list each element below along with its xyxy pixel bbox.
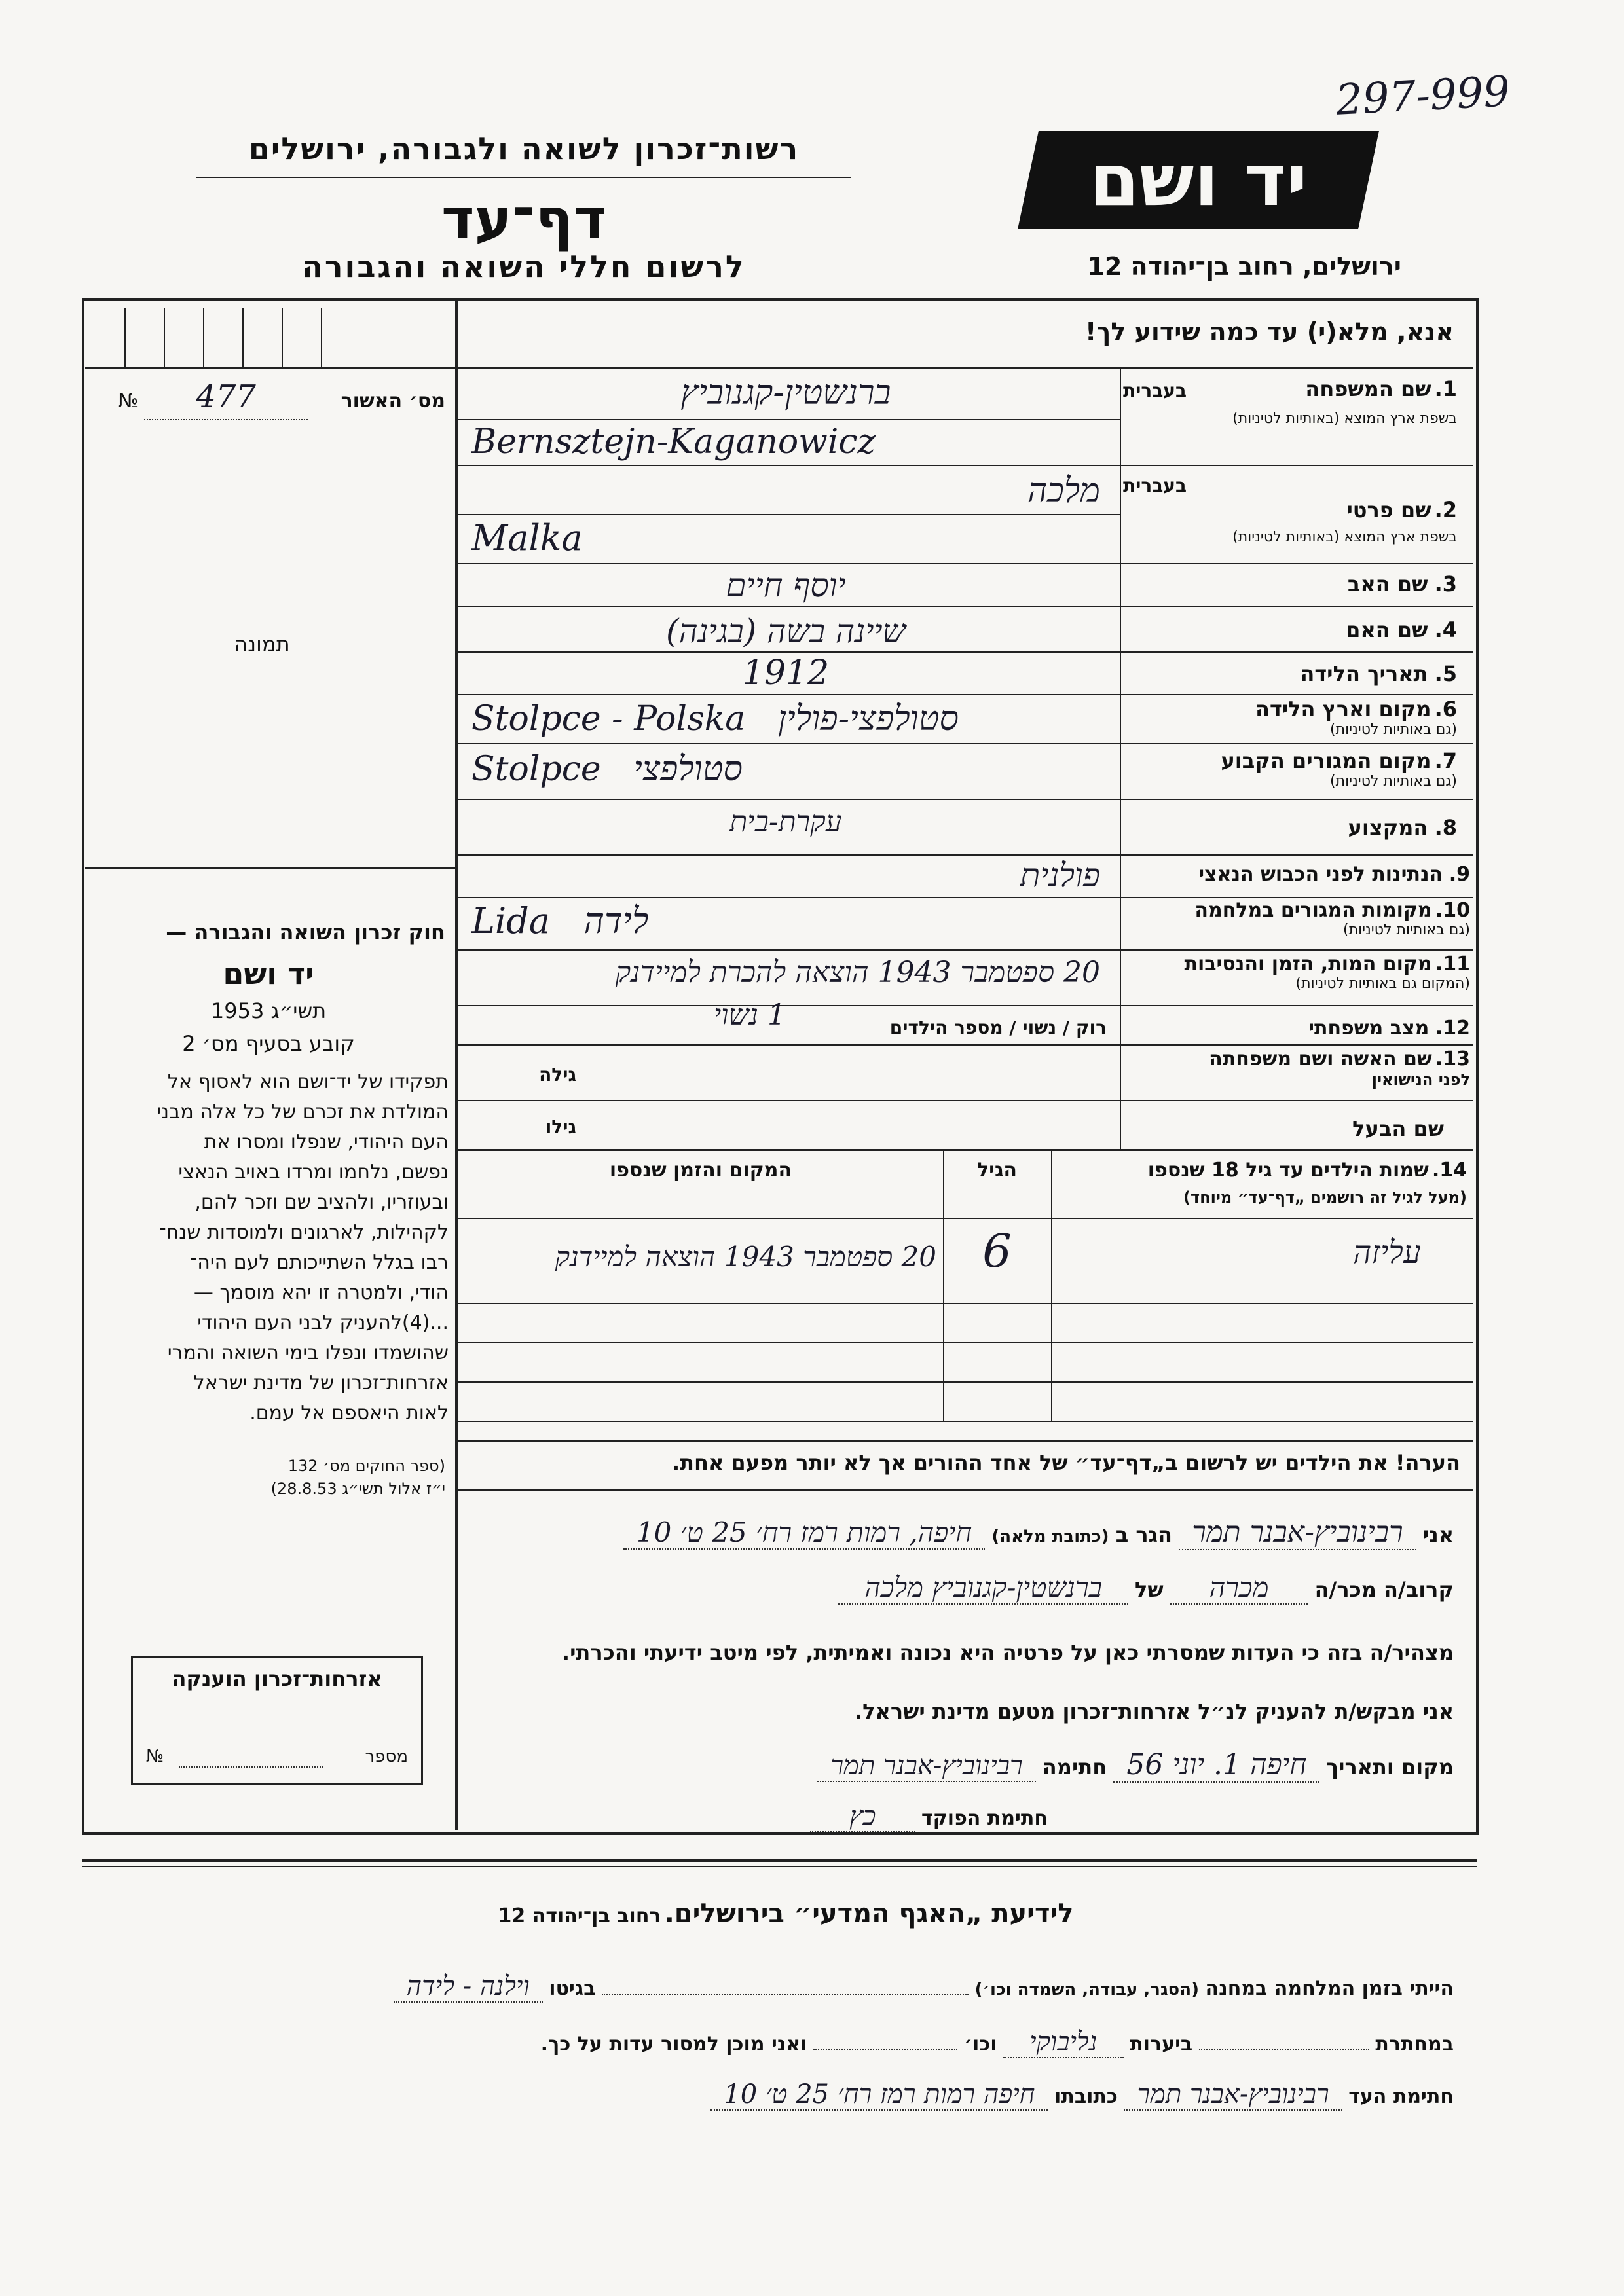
footer-line-3 xyxy=(144,2079,1454,2109)
field-hebrew-tag: בעברית xyxy=(1123,475,1187,496)
child-age: 6 xyxy=(982,1224,1012,1278)
field-label: מצב משפחתי xyxy=(1308,1017,1430,1040)
field-nationality-label xyxy=(1123,863,1470,886)
field-number: 10. xyxy=(1435,899,1470,922)
officer-line xyxy=(458,1800,1048,1831)
underground-label: במחתרת xyxy=(1375,2033,1454,2056)
field-label: תאריך הלידה xyxy=(1300,661,1428,686)
field-residence-label xyxy=(1123,748,1457,790)
declarant-line xyxy=(262,1516,1454,1549)
field-first-name-label xyxy=(1123,498,1457,545)
field-number: 5. xyxy=(1434,661,1457,686)
law-line: נפשם, נלחמו ומרדו באויב הנאצי xyxy=(178,1161,449,1184)
officer-signature: כץ xyxy=(810,1801,915,1832)
photo-label: תמונה xyxy=(234,632,290,657)
husband-label: שם הבעל xyxy=(1352,1116,1444,1141)
field-mother-label xyxy=(1123,617,1457,642)
camp-label: הייתי בזמן המלחמה במחנה xyxy=(1205,1977,1454,2000)
approval-label: מס׳ האשור xyxy=(341,390,445,412)
ghetto-label: בגיטו xyxy=(549,1977,596,2000)
marital-status: 1 נשוי xyxy=(713,998,786,1032)
law-line: ...(4)להעניק לבני העם היהודי xyxy=(197,1311,449,1334)
logo-text: יד ושם xyxy=(1089,138,1308,222)
field-wartime-residence-label xyxy=(1123,899,1470,938)
footer-line-1 xyxy=(144,1971,1454,2001)
field-number: 14. xyxy=(1431,1159,1467,1182)
authority-title: רשות־זכרון לשואה ולגבורה, ירושלים xyxy=(248,131,800,166)
residence: Stolpce סטולפצי xyxy=(471,750,743,789)
field-label: שם האב xyxy=(1347,572,1428,596)
field-label: שם המשפחה xyxy=(1305,376,1431,401)
archive-number: 297-999 xyxy=(1335,67,1511,125)
field-number: 9. xyxy=(1449,863,1470,886)
declarant-name: רבינוביץ-אבנר תמר xyxy=(1179,1516,1416,1550)
law-line: אזרחות־זכרון של מדינת ישראל xyxy=(193,1372,449,1394)
field-label: מקום וארץ הלידה xyxy=(1255,697,1431,721)
code-boxes xyxy=(85,308,455,367)
field-number: 2. xyxy=(1434,498,1457,522)
law-line: לקהילות, לארגונים ולמוסדות שנח־ xyxy=(158,1221,449,1244)
form-subtitle: לרשום חללי השואה והגבורה xyxy=(302,249,746,284)
declaration-text: מצהיר/ה בזה כי העדות שמסרתי כאן על פרטיה היא נכונה ואמיתית, לפי מיטב ידיעתי והכרתי. xyxy=(561,1640,1454,1665)
law-line: הודי, ולמטרה זו יהא מוסמך — xyxy=(193,1281,449,1304)
signature-value: רבינוביץ-אבנר תמר xyxy=(817,1751,1035,1782)
children-sub: (מעל לגיל זה רושמים „דף־עד״ מיוחד) xyxy=(1183,1188,1467,1207)
approval-value: 477 xyxy=(196,378,256,415)
citizenship-box xyxy=(131,1656,423,1785)
field-number: 4. xyxy=(1434,617,1457,642)
place-date-label: מקום ותאריך xyxy=(1326,1755,1454,1779)
field-birthdate-label xyxy=(1123,661,1457,686)
children-col-age: הגיל xyxy=(977,1159,1017,1182)
witness-address: חיפה רמות רמז רח׳ 25 ט׳ 10 xyxy=(710,2079,1048,2111)
request-text: אני מבקש/ת להעניק לנ״ל אזרחות־זכרון מטעם מדינת ישראל. xyxy=(855,1699,1454,1724)
signature-label: חתימה xyxy=(1042,1755,1107,1779)
children-title: שמות הילדים עד גיל 18 שנספו xyxy=(1147,1159,1429,1182)
field-number: 11. xyxy=(1435,953,1470,975)
footer-line-2 xyxy=(144,2026,1454,2057)
children-col-place: המקום והזמן שנספו xyxy=(609,1159,792,1182)
law-source-2: י״ז אלול תשי״ג 28.8.53) xyxy=(270,1480,445,1498)
officer-label: חתימת הפוקד xyxy=(921,1807,1048,1830)
footer-title-address: רחוב בן־יהודה 12 xyxy=(498,1904,661,1927)
footer-title-main: לידיעת „האגף המדעי״ בירושלים. xyxy=(664,1899,1074,1929)
first-name-latin: Malka xyxy=(471,517,583,558)
address-header: ירושלים, רחוב בן־יהודה 12 xyxy=(1087,252,1401,281)
law-clause: קובע בסעיף מס׳ 2 xyxy=(182,1031,355,1056)
relation-label: קרוב/ה מכר/ה xyxy=(1314,1577,1454,1602)
form-title: דף־עד xyxy=(441,187,607,252)
family-name-hebrew: ברנשטין-קגנוביץ xyxy=(680,373,891,412)
law-line: שהושמדו ונפלו בימי השואה והמרי xyxy=(167,1341,449,1364)
field-label: מקום המות, הזמן והנסיבות xyxy=(1184,953,1432,975)
children-header xyxy=(1054,1159,1467,1207)
field-father-label xyxy=(1123,572,1457,596)
citizenship-title: אזרחות־זכרון הוענקה xyxy=(172,1666,382,1691)
ghetto-value: וילנה - לידה xyxy=(394,1971,543,2003)
field-number: 8. xyxy=(1434,815,1457,840)
law-source-1: (ספר החוקים מס׳ 132 xyxy=(287,1457,445,1475)
law-line: רבו בגלל השתייכותם לעם היה־ xyxy=(190,1251,449,1274)
marital-options: רוק / נשוי / מספר הילדים xyxy=(889,1017,1107,1038)
field-sub: (גם באותיות לטיניות) xyxy=(1330,721,1457,738)
wartime-residence: Lida לידה xyxy=(471,900,649,941)
field-birthplace-label xyxy=(1123,697,1457,738)
field-number: 7. xyxy=(1434,748,1457,773)
lives-label: הגר ב xyxy=(1115,1522,1172,1547)
field-sub: לפני הנישואין xyxy=(1371,1070,1470,1089)
relation-value: מכרה xyxy=(1170,1571,1308,1605)
note-text: הערה! את הילדים יש לרשום ב„דף־עד״ של אחד ההורים אך לא יותר מפעם אחת. xyxy=(671,1450,1460,1475)
citizenship-num-prefix: № xyxy=(146,1747,164,1766)
field-label: שם פרטי xyxy=(1346,498,1431,522)
mother-name: שיינה בשה (בגינה) xyxy=(665,612,906,650)
law-line: המולדת את זכרם של כל אלה מבני xyxy=(157,1101,449,1123)
family-name-latin: Bernsztejn-Kaganowicz xyxy=(471,422,876,462)
field-number: 6. xyxy=(1434,697,1457,721)
child-death-place: 20 ספטמבר 1943 הוצאה למיידנק xyxy=(555,1241,936,1273)
relation-line xyxy=(458,1571,1454,1604)
declarant-address: חיפה, רמות רמז רח׳ 25 ט׳ 10 xyxy=(623,1516,985,1550)
law-line: לאות היאספם אל עמם. xyxy=(249,1402,449,1425)
birth-date: 1912 xyxy=(742,653,830,693)
forests-label: ביערות xyxy=(1130,2033,1193,2056)
ani-label: אני xyxy=(1422,1522,1454,1547)
field-profession-label xyxy=(1123,815,1457,840)
instruction-text: אנא, מלא(י) עד כמה שידוע לך! xyxy=(1085,318,1454,346)
witness-signature: רבינוביץ-אבנר תמר xyxy=(1124,2079,1342,2111)
field-number: 1. xyxy=(1434,376,1457,401)
field-number: 3. xyxy=(1434,572,1457,596)
camp-sub: (הסגר, עבודה, השמדה וכו׳) xyxy=(974,1980,1199,1999)
field-wife-label xyxy=(1123,1048,1470,1089)
forests-value: נליבוקי xyxy=(1003,2027,1124,2058)
field-death-label xyxy=(1123,953,1470,992)
law-line: תפקידו של יד־ושם הוא לאסוף אל xyxy=(167,1070,449,1093)
field-sub: בשפת ארץ המוצא (באותיות לטיניות) xyxy=(1232,529,1457,545)
field-label: הנתינות לפני הכבוש הנאצי xyxy=(1198,863,1443,886)
first-name-hebrew: מלכה xyxy=(1027,471,1100,511)
citizenship-num-label: מספר xyxy=(365,1747,408,1766)
husband-age-label: גילו xyxy=(545,1116,576,1138)
field-sub: בשפת ארץ המוצא (באותיות לטיניות) xyxy=(1232,410,1457,427)
of-value: ברנשטין-קגנוביץ מלכה xyxy=(838,1571,1128,1605)
place-date-value: חיפה 1. יוני 56 xyxy=(1113,1748,1320,1783)
field-sub: (גם באותיות לטיניות) xyxy=(1343,922,1470,938)
death-details: 20 ספטמבר 1943 הוצאה להכרת למיידנק xyxy=(615,956,1100,989)
field-sub: (המקום גם באותיות לטיניות) xyxy=(1295,975,1470,992)
law-title: חוק זכרון השואה והגבורה — xyxy=(166,920,445,945)
yad-vashem-logo xyxy=(1018,131,1379,229)
field-label: מקום המגורים הקבוע xyxy=(1221,748,1431,773)
place-date-line xyxy=(458,1748,1454,1781)
nationality: פולנית xyxy=(1020,856,1100,894)
wife-age-label: גילה xyxy=(539,1064,576,1085)
field-number: 12. xyxy=(1435,1017,1470,1040)
field-label: שם האם xyxy=(1346,617,1428,642)
of-label: של xyxy=(1135,1577,1164,1602)
approval-prefix: № xyxy=(118,390,139,412)
law-line: העם היהודי, שנפלו ומסרו את xyxy=(204,1131,449,1154)
field-label: המקצוע xyxy=(1348,815,1428,840)
law-year: תשי״ג 1953 xyxy=(210,998,327,1023)
field-label: שם האשה ושם משפחתה xyxy=(1209,1048,1432,1070)
address-label: (כתובת מלאה) xyxy=(991,1527,1109,1546)
field-sub: (גם באותיות לטיניות) xyxy=(1330,773,1457,790)
father-name: יוסף חיים xyxy=(726,566,846,604)
law-yadvashem: יד ושם xyxy=(223,956,314,991)
witness-sig-label: חתימת העד xyxy=(1348,2085,1454,2108)
field-label: מקומות המגורים במלחמה xyxy=(1194,899,1432,922)
birth-place: Stolpce - Polska סטולפצי-פולין xyxy=(471,699,959,738)
law-line: ובעוזריו, ולהציב שם וזכר להם, xyxy=(194,1191,449,1214)
profession: עקרת-בית xyxy=(729,805,842,839)
footer-title xyxy=(393,1899,1179,1929)
child-name: עליזה xyxy=(1353,1234,1421,1271)
law-body xyxy=(88,1067,449,1429)
etc-label: וכו׳ xyxy=(963,2033,997,2056)
field-hebrew-tag: בעברית xyxy=(1123,380,1187,401)
witness-address-label: כתובתו xyxy=(1054,2085,1118,2108)
field-marital-label xyxy=(1123,1017,1470,1040)
field-number: 13. xyxy=(1435,1048,1470,1070)
ready-testify: ואני מוכן למסור עדות על כך. xyxy=(540,2033,807,2056)
